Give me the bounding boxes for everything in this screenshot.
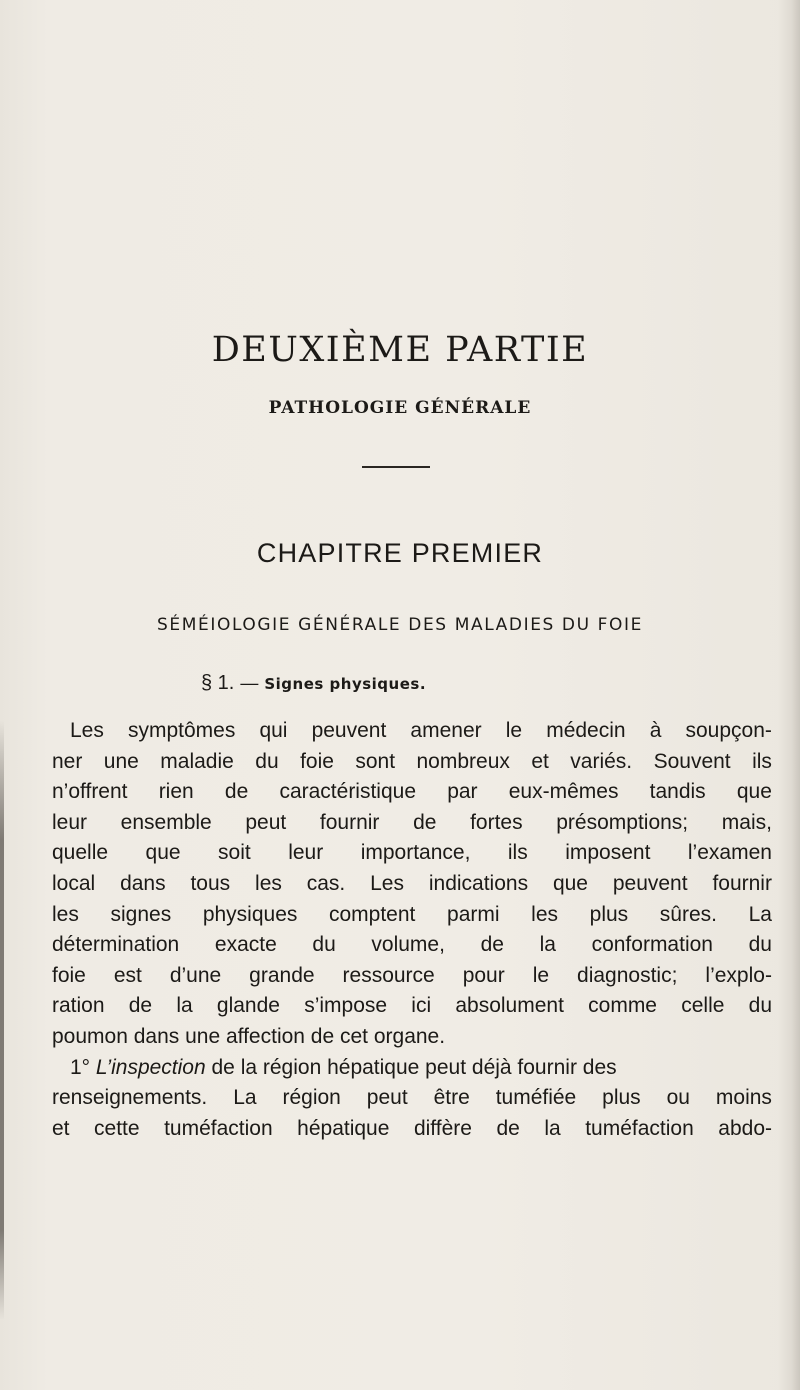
- section-title: Signes physiques.: [264, 675, 427, 693]
- text-line: les signes physiques comptent parmi les plus sûres. La: [52, 902, 772, 926]
- text-line: foie est d’une grande ressource pour le diagnostic; l’explo-: [52, 963, 772, 987]
- text-line: et cette tuméfaction hépatique diffère de la tuméfaction abdo-: [52, 1116, 772, 1140]
- page-gutter-shadow: [778, 0, 800, 1390]
- text-line: Les symptômes qui peuvent amener le médecin à soupçon-: [70, 719, 772, 742]
- text-run: de la région hépatique peut déjà fournir des: [205, 1055, 617, 1079]
- title-divider: [362, 466, 430, 468]
- chapter-subtitle: SÉMÉIOLOGIE GÉNÉRALE DES MALADIES DU FOIE: [157, 615, 643, 635]
- chapter-title: CHAPITRE PREMIER: [256, 538, 544, 568]
- paragraph-1: [52, 716, 772, 1053]
- text-line: n’offrent rien de caractéristique par eux-mêmes tandis que: [52, 780, 772, 804]
- paragraph-2: [52, 1053, 772, 1145]
- text-line: poumon dans une affection de cet organe.: [52, 1024, 446, 1048]
- section-dash: —: [240, 673, 259, 693]
- page-left-edge: [0, 720, 4, 1320]
- text-line: détermination exacte du volume, de la conformation du: [52, 933, 772, 957]
- list-number: 1°: [70, 1055, 96, 1079]
- text-line: renseignements. La région peut être tuméfiée plus ou moins: [52, 1086, 772, 1110]
- section-heading: [201, 665, 426, 696]
- part-subtitle: PATHOLOGIE GÉNÉRALE: [268, 398, 532, 418]
- text-line: ner une maladie du foie sont nombreux et variés. Souvent ils: [52, 749, 772, 773]
- body-text: [52, 716, 772, 1144]
- part-title: DEUXIÈME PARTIE: [211, 330, 589, 370]
- text-line: local dans tous les cas. Les indications que peuvent fournir: [52, 871, 772, 895]
- section-number: § 1.: [201, 672, 235, 694]
- emphasis-term: L’inspection: [95, 1055, 206, 1079]
- text-line: leur ensemble peut fournir de fortes présomptions; mais,: [52, 810, 772, 834]
- text-line: quelle que soit leur importance, ils imposent l’examen: [52, 841, 772, 865]
- text-line: ration de la glande s’impose ici absolument comme celle du: [52, 994, 772, 1018]
- text-line: [52, 1053, 772, 1084]
